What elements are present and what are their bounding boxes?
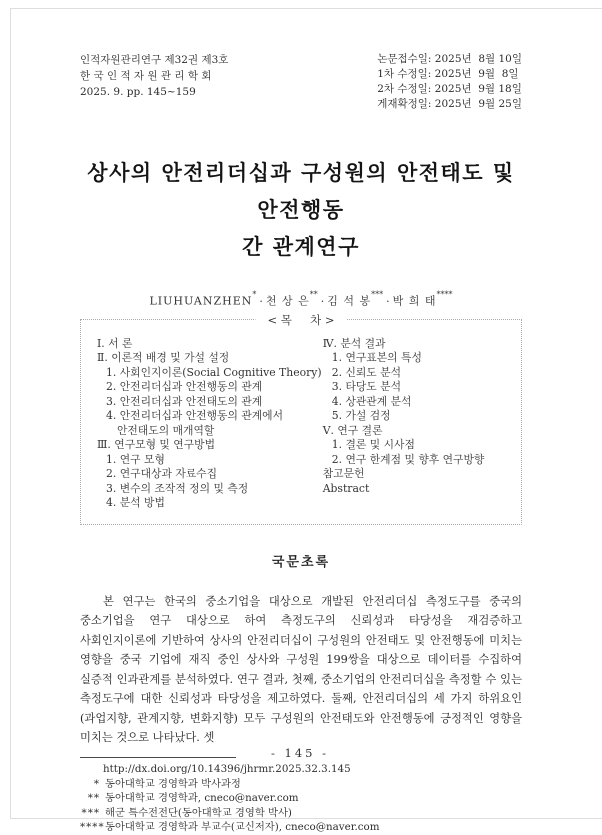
toc-item: Ⅴ. 연구 결론	[322, 423, 383, 437]
toc-column-right	[321, 337, 513, 511]
footnote-row	[80, 806, 522, 821]
toc-item: 2. 연구 한계점 및 향후 연구방향	[331, 452, 485, 466]
toc-item-abstract: Abstract	[322, 481, 370, 495]
footnote-text: 해군 특수전전단(동아대학교 경영학 박사)	[105, 806, 292, 819]
journal-volume-line: 인적자원관리연구 제32권 제3호	[80, 54, 229, 66]
page-number: - 145 -	[270, 746, 330, 760]
toc-item: 1. 연구 모형	[106, 452, 165, 466]
toc-item: 1. 연구표본의 특성	[331, 351, 422, 365]
toc-item: 3. 변수의 조작적 정의 및 측정	[106, 481, 249, 495]
toc-item: 3. 안전리더십과 안전태도의 관계	[106, 394, 263, 408]
korean-abstract-heading: 국문초록	[271, 554, 331, 570]
toc-item: 4. 상관관계 분석	[331, 394, 412, 408]
toc-item: Ⅰ. 서 론	[97, 336, 133, 350]
footnote-row	[80, 777, 522, 792]
toc-item-references: 참고문헌	[322, 467, 365, 481]
date-received: 논문접수일: 2025년 8월 10일	[377, 53, 522, 65]
date-accepted: 게재확정일: 2025년 9월 25일	[377, 98, 522, 110]
author-separator: ·	[259, 294, 263, 308]
doi-link[interactable]: http://dx.doi.org/10.14396/jhrmr.2025.32.3.145	[103, 762, 351, 775]
footnote-row	[80, 820, 522, 835]
paper-title-line1: 상사의 안전리더십과 구성원의 안전태도 및 안전행동	[87, 160, 515, 222]
authors-line	[80, 291, 522, 309]
paper-title	[80, 154, 522, 265]
toc-item: Ⅳ. 분석 결과	[322, 336, 386, 350]
journal-society-line: 한 국 인 적 자 원 관 리 학 회	[80, 70, 212, 82]
page-content	[80, 52, 522, 835]
date-revised-2: 2차 수정일: 2025년 9월 18일	[377, 83, 522, 95]
submission-dates-block	[377, 52, 522, 112]
journal-info-block	[80, 52, 228, 100]
footnote-text: 동아대학교 경영학과 부교수(교신저자), cneco@naver.com	[105, 821, 380, 834]
footnote-marker: **	[87, 792, 100, 805]
author-name: 김 석 봉	[327, 294, 372, 308]
author-marker: **	[309, 290, 318, 299]
journal-pages-line: 2025. 9. pp. 145~159	[80, 86, 196, 98]
toc-item: 1. 결론 및 시사점	[331, 438, 415, 452]
toc-item: 5. 가설 검정	[331, 409, 391, 423]
toc-item: 3. 타당도 분석	[331, 380, 402, 394]
table-of-contents-box	[80, 312, 522, 525]
toc-columns	[95, 337, 513, 511]
author-name: 박 희 태	[392, 294, 437, 308]
toc-item: Ⅱ. 이론적 배경 및 가설 설정	[97, 351, 230, 365]
toc-item: 4. 분석 방법	[106, 496, 165, 510]
paper-title-line2: 간 관계연구	[242, 234, 360, 259]
korean-abstract-body: 본 연구는 한국의 중소기업을 대상으로 개발된 안전리더십 측정도구를 중국의 중소기업을 연구 대상으로 하여 측정도구의 신뢰성과 타당성을 재검증하고 사회인지이론에 기반하여 상사의 안전리더십이 구성원의 안전태도 및 안전행동에 미치는 영향을 중국 기업에 재직 중인 상사와 구성원 199쌍을 대상으로 데이터를 수집하여 실증적 인과관계를 분석하였다. 연구 결과, 첫째, 중소기업의 안전리더십을 측정할 수 있는 측정도구에 대한 신뢰성과 타당성을 제고하였다. 둘째, 안전리더십의 세 가지 하위요인(과업지향, 관계지향, 변화지향) 모두 구성원의 안전태도와 안전행동에 긍정적인 영향을 미치는 것으로 나타났다. 셋	[80, 594, 522, 745]
footnote-marker: ****	[80, 821, 105, 834]
page-header	[80, 52, 522, 112]
toc-item: 2. 연구대상과 자료수집	[106, 467, 218, 481]
toc-item: 2. 신뢰도 분석	[331, 365, 402, 379]
toc-item-continuation: 안전태도의 매개역할	[117, 423, 215, 437]
toc-column-left	[95, 337, 321, 511]
author-separator: ·	[320, 294, 325, 308]
toc-item: Ⅲ. 연구모형 및 연구방법	[97, 438, 216, 452]
footnote-text: 동아대학교 경영학과, cneco@naver.com	[105, 792, 299, 805]
date-revised-1: 1차 수정일: 2025년 9월 8일	[377, 68, 519, 80]
toc-item: 2. 안전리더십과 안전행동의 관계	[106, 380, 263, 394]
toc-item: 4. 안전리더십과 안전행동의 관계에서	[106, 409, 284, 423]
footnote-marker: ***	[81, 806, 100, 819]
footnote-marker: *	[93, 777, 100, 790]
author-marker: *	[252, 290, 257, 299]
footnote-text: 동아대학교 경영학과 박사과정	[105, 777, 241, 790]
toc-item: 1. 사회인지이론(Social Cognitive Theory)	[106, 365, 322, 379]
author-marker: ***	[371, 290, 384, 299]
author-separator: ·	[386, 294, 390, 308]
author-name: 천 상 은	[265, 294, 310, 308]
footnote-row	[80, 791, 522, 806]
author-name: LIUHUANZHEN	[149, 294, 253, 308]
toc-legend: < 목 차 >	[255, 312, 346, 328]
author-marker: ****	[436, 290, 453, 299]
